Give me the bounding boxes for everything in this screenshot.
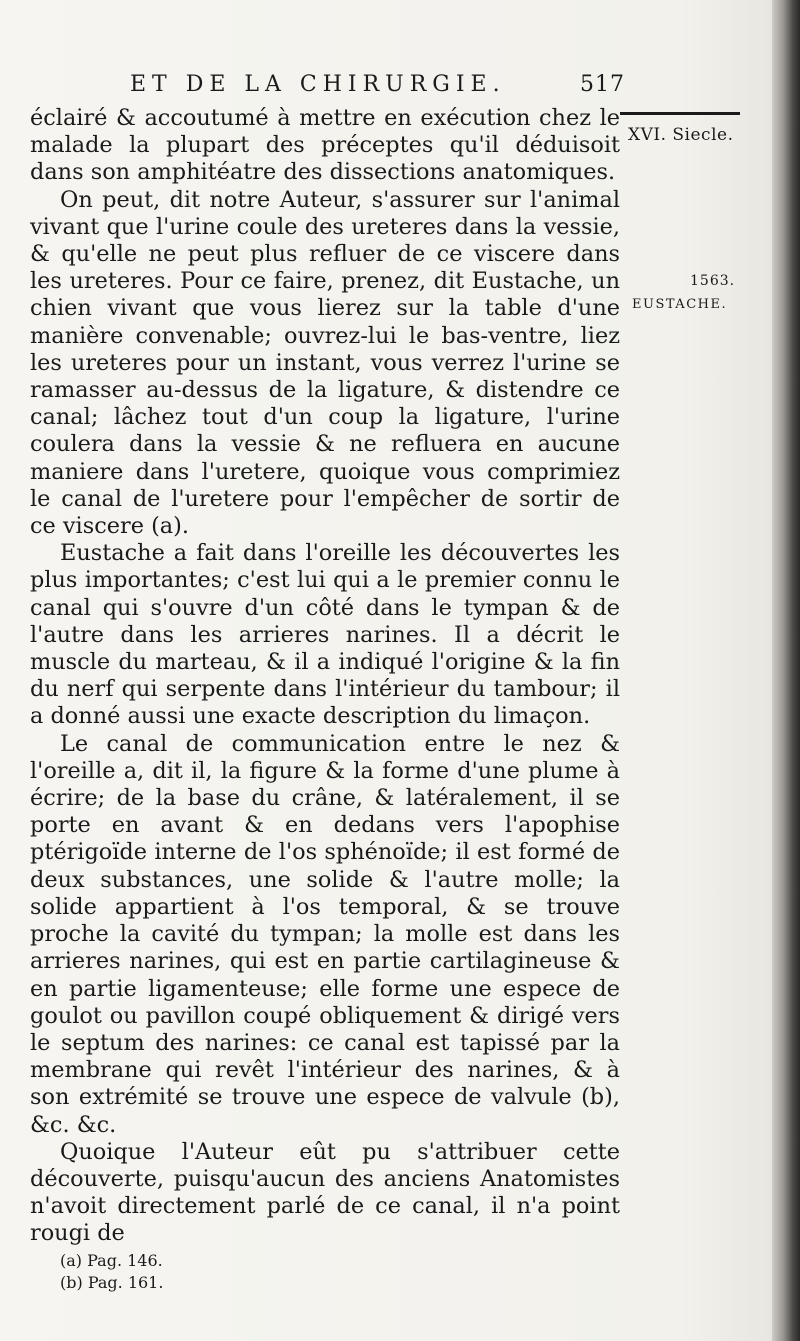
paragraph: On peut, dit notre Auteur, s'assurer sur l'animal vivant que l'urine coule des ureteres dans la vessie, & qu'elle ne peut plus refluer de ce viscere dans les ureteres. Pour ce faire, prenez, dit Eustache, un chien vivant que vous lierez sur la table d'une manière convenable; ouvrez-lui le bas-ventre, liez les ureteres pour un instant, vous verrez l'urine se ramasser au-dessus de la ligature, & distendre ce canal; lâchez tout d'un coup la ligature, l'urine coulera dans la vessie & ne refluera en aucune maniere dans l'uretere, quoique vous comprimiez le canal de l'uretere pour l'empêcher de sortir de ce viscere (a).	[30, 186, 620, 540]
footnote: (a) Pag. 146.	[60, 1251, 163, 1270]
paragraph: Le canal de communication entre le nez & l'oreille a, dit il, la figure & la forme d'une plume à écrire; de la base du crâne, & latéralement, il se porte en avant & en dedans vers l'apophise ptérigoïde interne de l'os sphénoïde; il est formé de deux substances, une solide & l'autre molle; la solide appartient à l'os temporal, & se trouve proche la cavité du tympan; la molle est dans les arrieres narines, qui est en partie cartilagineuse & en partie ligamenteuse; elle forme une espece de goulot ou pavillon coupé obliquement & dirigé vers le septum des narines: ce canal est tapissé par la membrane qui revêt l'intérieur des narines, & à son extrémité se trouve une espece de valvule (b), &c. &c.	[30, 730, 620, 1138]
page-header	[130, 70, 625, 104]
paragraph: Quoique l'Auteur eût pu s'attribuer cette découverte, puisqu'aucun des anciens Anatomistes n'avoit directement parlé de ce canal, il n'a point rougi de	[30, 1138, 620, 1247]
paragraph: Eustache a fait dans l'oreille les découvertes les plus importantes; c'est lui qui a le premier connu le canal qui s'ouvre d'un côté dans le tympan & de l'autre dans les arrieres narines. Il a décrit le muscle du marteau, & il a indiqué l'origine & la fin du nerf qui serpente dans l'intérieur du tambour; il a donné aussi une exacte description du limaçon.	[30, 540, 620, 730]
main-text	[30, 105, 620, 1248]
margin-century: XVI. Siecle.	[628, 125, 734, 145]
running-head: ET DE LA CHIRURGIE.	[130, 72, 506, 97]
margin-author-name: EUSTACHE.	[632, 297, 728, 312]
paragraph: éclairé & accoutumé à mettre en exécution chez le malade la plupart des préceptes qu'il déduisoit dans son amphitéatre des dissections anatomiques.	[30, 105, 620, 186]
footnote: (b) Pag. 161.	[60, 1273, 164, 1292]
margin-year: 1563.	[690, 273, 736, 289]
margin-rule	[620, 112, 740, 115]
book-spine-edge	[772, 0, 800, 1341]
page-number: 517	[580, 72, 625, 97]
footnotes	[60, 1250, 163, 1294]
